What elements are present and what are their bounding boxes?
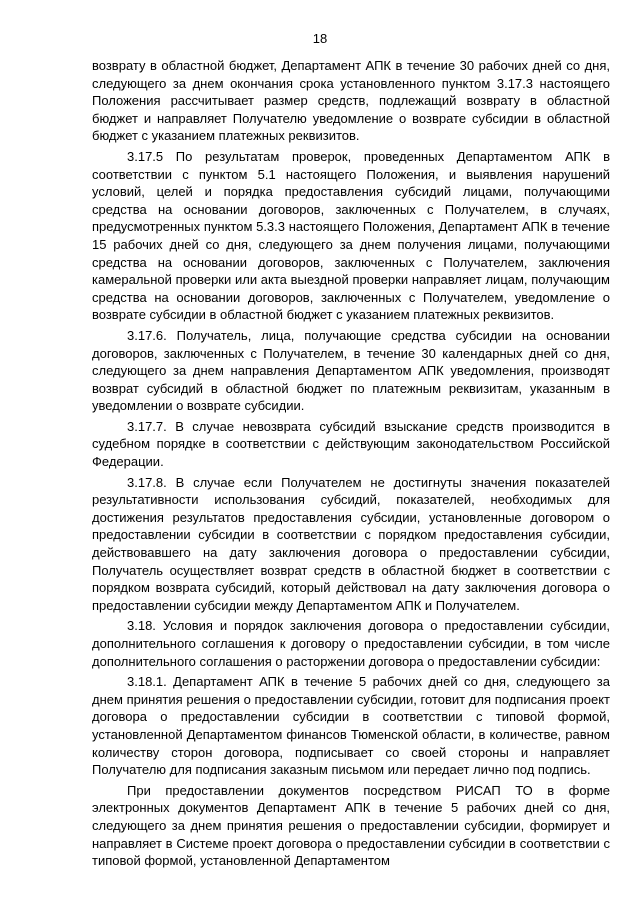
paragraph-return-to-budget: возврату в областной бюджет, Департамент АПК в течение 30 рабочих дней со дня, следующего за днем окончания срока установленного пунктом 3.17.3 настоящего Положения рассчитывает размер средств, подлежащий возврату в областной бюджет и направляет Получателю уведомление о возврате субсидии в областной бюджет с указанием платежных реквизитов. <box>92 58 610 144</box>
paragraph-3-17-8: 3.17.8. В случае если Получателем не достигнуты значения показателей результативности использования субсидий, показателей, необходимых для достижения результатов предоставления субсидии, установленные договором о предоставлении субсидии в соответствии с порядком предоставления субсидии, действовавшего на дату заключения договора о предоставлении субсидии, Получатель осуществляет возврат средств в областной бюджет в соответствии с порядком возврата субсидий, который действовал на дату заключения договора о предоставлении субсидии между Департаментом АПК и Получателем. <box>92 474 610 613</box>
paragraph-3-17-6: 3.17.6. Получатель, лица, получающие средства субсидии на основании договоров, заключенных с Получателем, в течение 30 календарных дней со дня, следующего за днем направления Департаментом АПК уведомления, производят возврат субсидий в областной бюджет по платежным реквизитам, указанным в уведомлении о возврате субсидии. <box>92 327 610 414</box>
document-body <box>92 57 610 873</box>
paragraph-electronic-documents: При предоставлении документов посредством РИСАП ТО в форме электронных документов Департамент АПК в течение 5 рабочих дней со дня, следующего за днем принятия решения о предоставлении субсидии, формирует и направляет в Системе проект договора о предоставлении субсидии в соответствии с типовой формой, установленной Департаментом <box>92 782 610 869</box>
paragraph-3-17-5: 3.17.5 По результатам проверок, проведенных Департаментом АПК в соответствии с пунктом 5.1 настоящего Положения, и выявления нарушений условий, целей и порядка предоставления субсидий лицами, получающими средства на основании договоров, заключенных с Получателем, в случаях, предусмотренных пунктом 5.3.3 настоящего Положения, Департамент АПК в течение 15 рабочих дней со дня, следующего за днем получения лицами, получающими средства на основании договоров, заключенных с Получателем, заключения камеральной проверки или акта выездной проверки направляет лицам, получающим средства на основании договоров, заключенных с Получателем, уведомление о возврате субсидии в областной бюджет с указанием платежных реквизитов. <box>92 148 610 323</box>
paragraph-3-17-7: 3.17.7. В случае невозврата субсидий взыскание средств производится в судебном порядке в соответствии с действующим законодательством Российской Федерации. <box>92 418 610 470</box>
paragraph-3-18: 3.18. Условия и порядок заключения договора о предоставлении субсидии, дополнительного соглашения к договору о предоставлении субсидии, в том числе дополнительного соглашения о расторжении договора о предоставлении субсидии: <box>92 618 610 669</box>
paragraph-3-18-1: 3.18.1. Департамент АПК в течение 5 рабочих дней со дня, следующего за днем принятия решения о предоставлении субсидии, готовит для подписания проект договора о предоставлении субсидии в соответствии с типовой формой, установленной Департаментом финансов Тюменской области, в количестве, равном количеству сторон договора, подписывает со своей стороны и направляет Получателю для подписания заказным письмом или передает лично под подпись. <box>92 674 610 778</box>
page-number: 18 <box>312 31 328 46</box>
